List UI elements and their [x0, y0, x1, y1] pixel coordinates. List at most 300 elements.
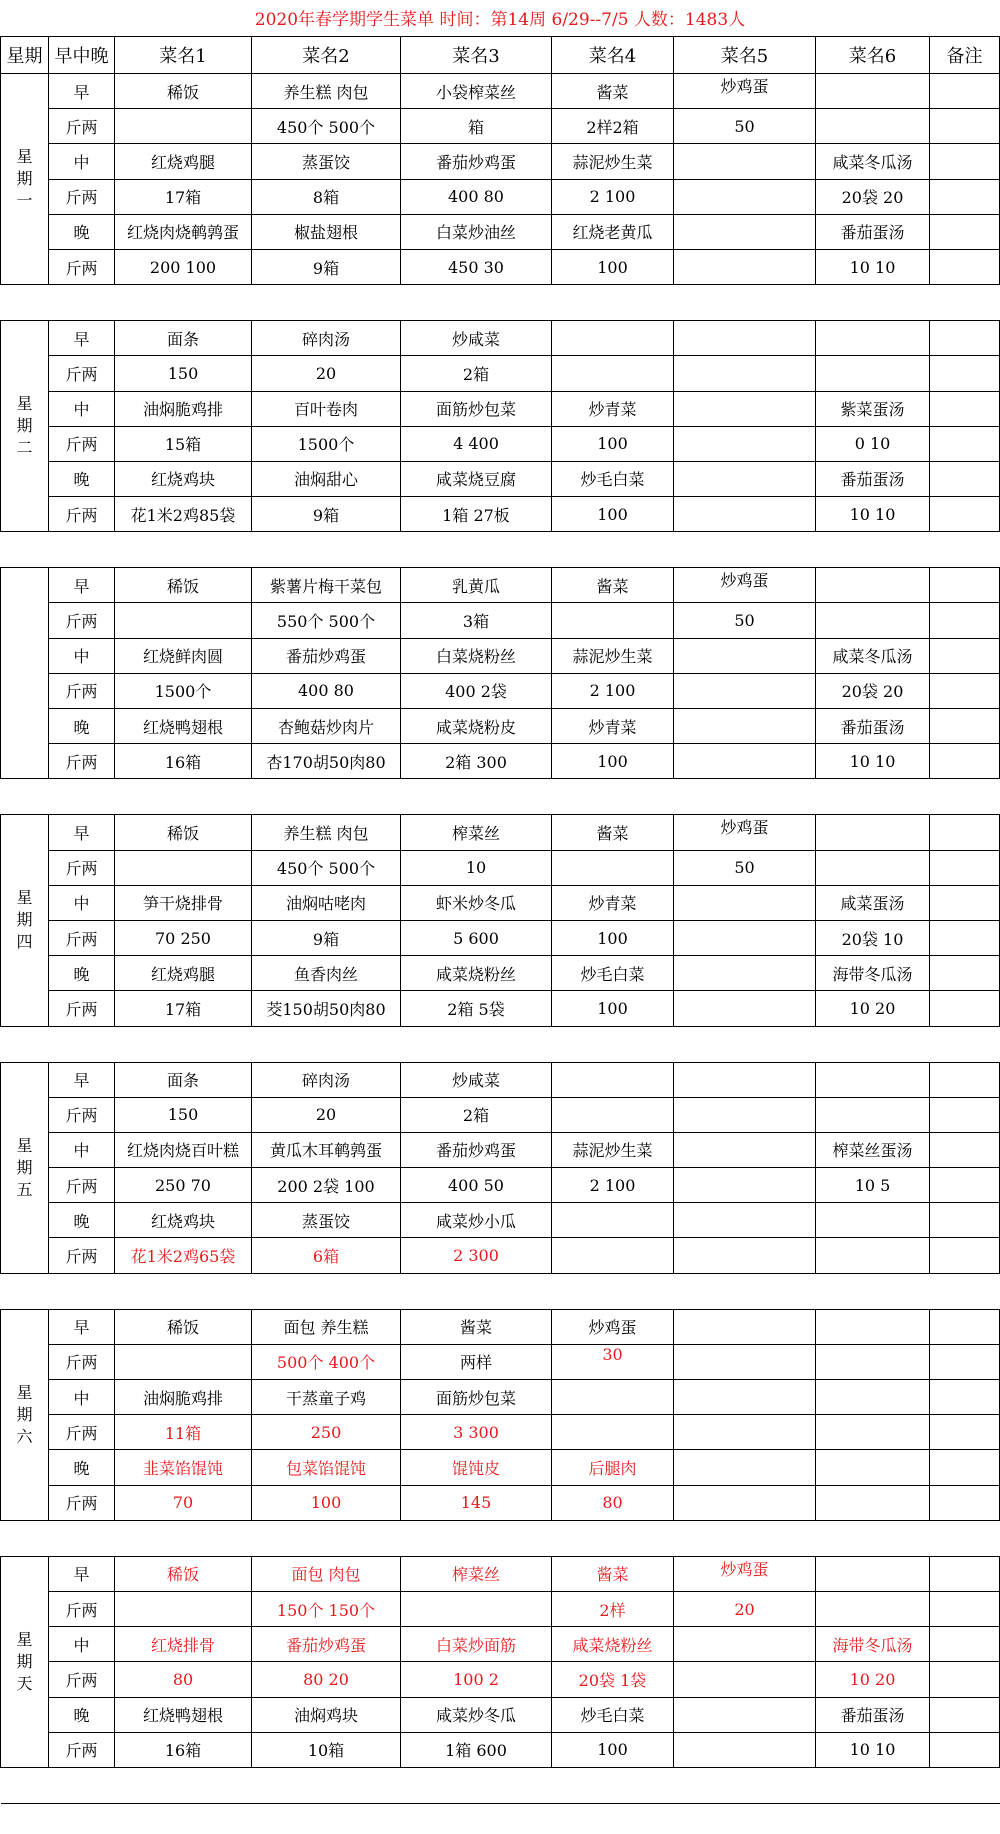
dish-cell: 100 — [552, 426, 674, 461]
meal-label: 晚 — [49, 1450, 115, 1485]
dish-cell: 3 300 — [401, 1415, 552, 1450]
notes-cell — [930, 426, 1000, 461]
dish-cell: 咸菜冬瓜汤 — [816, 144, 930, 179]
meal-label: 早 — [49, 321, 115, 356]
spacer-cell — [1, 1520, 1000, 1556]
dish-cell: 2箱 — [401, 1097, 552, 1132]
dish-cell: 16箱 — [115, 744, 252, 779]
dish-cell: 炒鸡蛋 — [674, 1556, 816, 1591]
dish-cell: 榨菜丝 — [401, 815, 552, 850]
table-row — [1, 1591, 1000, 1626]
dish-cell: 稀饭 — [115, 1309, 252, 1344]
header-dish-4: 菜名4 — [552, 37, 674, 74]
dish-cell — [552, 1097, 674, 1132]
dish-cell — [816, 1062, 930, 1097]
header-dish-6: 菜名6 — [816, 37, 930, 74]
dish-cell — [552, 1238, 674, 1273]
table-row — [1, 1556, 1000, 1591]
dish-cell: 酱菜 — [552, 815, 674, 850]
table-row — [1, 1450, 1000, 1485]
dish-cell: 70 250 — [115, 920, 252, 955]
dish-cell: 80 — [115, 1662, 252, 1697]
notes-cell — [930, 673, 1000, 708]
dish-cell — [816, 850, 930, 885]
spacer-row — [1, 1026, 1000, 1062]
meal-label: 晚 — [49, 956, 115, 991]
dish-cell — [552, 321, 674, 356]
dish-cell: 2 300 — [401, 1238, 552, 1273]
dish-cell: 红烧排骨 — [115, 1627, 252, 1662]
notes-cell — [930, 850, 1000, 885]
dish-cell: 6箱 — [252, 1238, 401, 1273]
dish-cell: 碎肉汤 — [252, 1062, 401, 1097]
dish-cell: 油焖甜心 — [252, 461, 401, 496]
dish-cell: 5 600 — [401, 920, 552, 955]
dish-cell: 后腿肉 — [552, 1450, 674, 1485]
dish-cell — [674, 497, 816, 532]
table-row — [1, 638, 1000, 673]
table-row — [1, 956, 1000, 991]
dish-cell: 乳黄瓜 — [401, 568, 552, 603]
dish-cell: 100 2 — [401, 1662, 552, 1697]
dish-cell: 450 30 — [401, 249, 552, 284]
dish-cell — [816, 1097, 930, 1132]
meal-label: 早 — [49, 1309, 115, 1344]
dish-cell: 稀饭 — [115, 815, 252, 850]
dish-cell — [674, 1380, 816, 1415]
dish-cell: 咸菜烧粉丝 — [552, 1627, 674, 1662]
dish-cell — [674, 1662, 816, 1697]
table-row — [1, 991, 1000, 1026]
dish-cell: 1箱 600 — [401, 1732, 552, 1767]
meal-label: 晚 — [49, 1203, 115, 1238]
dish-cell — [115, 603, 252, 638]
table-row — [1, 144, 1000, 179]
dish-cell: 杏170胡50肉80 — [252, 744, 401, 779]
spacer-row — [1, 1767, 1000, 1803]
dish-cell: 养生糕 肉包 — [252, 815, 401, 850]
dish-cell: 红烧肉烧鹌鹑蛋 — [115, 214, 252, 249]
dish-cell: 番茄蛋汤 — [816, 1697, 930, 1732]
dish-cell: 紫薯片梅干菜包 — [252, 568, 401, 603]
dish-cell: 2样 — [552, 1591, 674, 1626]
dish-cell — [674, 144, 816, 179]
meal-label: 斤两 — [49, 1591, 115, 1626]
dish-cell — [674, 1132, 816, 1167]
meal-label: 早 — [49, 815, 115, 850]
dish-cell: 炒青菜 — [552, 885, 674, 920]
table-row — [1, 709, 1000, 744]
dish-cell: 白菜炒油丝 — [401, 214, 552, 249]
day-label — [1, 568, 49, 779]
dish-cell: 1500个 — [115, 673, 252, 708]
dish-cell — [816, 1415, 930, 1450]
dish-cell — [674, 1627, 816, 1662]
notes-cell — [930, 638, 1000, 673]
meal-label: 中 — [49, 391, 115, 426]
dish-cell — [674, 1309, 816, 1344]
dish-cell: 400 50 — [401, 1168, 552, 1203]
dish-cell: 蒸蛋饺 — [252, 144, 401, 179]
notes-cell — [930, 568, 1000, 603]
meal-label: 中 — [49, 638, 115, 673]
table-row — [1, 461, 1000, 496]
dish-cell: 小袋榨菜丝 — [401, 74, 552, 109]
dish-cell: 200 100 — [115, 249, 252, 284]
dish-cell: 炒青菜 — [552, 391, 674, 426]
table-row — [1, 744, 1000, 779]
dish-cell — [816, 74, 930, 109]
table-row — [1, 179, 1000, 214]
dish-cell: 50 — [674, 850, 816, 885]
table-row — [1, 426, 1000, 461]
table-row — [1, 1380, 1000, 1415]
dish-cell: 10 — [401, 850, 552, 885]
notes-cell — [930, 991, 1000, 1026]
dish-cell: 150 — [115, 1097, 252, 1132]
dish-cell: 紫菜蛋汤 — [816, 391, 930, 426]
table-row — [1, 1485, 1000, 1520]
table-row — [1, 497, 1000, 532]
table-row — [1, 603, 1000, 638]
dish-cell: 面条 — [115, 321, 252, 356]
notes-cell — [930, 1415, 1000, 1450]
dish-cell: 2箱 300 — [401, 744, 552, 779]
dish-cell: 虾米炒冬瓜 — [401, 885, 552, 920]
meal-label: 晚 — [49, 709, 115, 744]
dish-cell: 2 100 — [552, 179, 674, 214]
dish-cell — [816, 815, 930, 850]
notes-cell — [930, 1132, 1000, 1167]
notes-cell — [930, 1380, 1000, 1415]
table-row — [1, 1132, 1000, 1167]
notes-cell — [930, 74, 1000, 109]
header-row — [1, 37, 1000, 74]
notes-cell — [930, 391, 1000, 426]
dish-cell — [674, 1697, 816, 1732]
table-row — [1, 673, 1000, 708]
dish-cell: 3箱 — [401, 603, 552, 638]
spacer-row — [1, 532, 1000, 568]
dish-cell — [816, 568, 930, 603]
dish-cell: 10 10 — [816, 1732, 930, 1767]
dish-cell — [816, 1344, 930, 1379]
dish-cell — [674, 461, 816, 496]
dish-cell: 榨菜丝蛋汤 — [816, 1132, 930, 1167]
dish-cell: 红烧鸭翅根 — [115, 709, 252, 744]
dish-cell — [552, 1203, 674, 1238]
spacer-row — [1, 1520, 1000, 1556]
dish-cell: 80 20 — [252, 1662, 401, 1697]
dish-cell — [552, 603, 674, 638]
dish-cell: 炒毛白菜 — [552, 956, 674, 991]
notes-cell — [930, 1662, 1000, 1697]
spacer-cell — [1, 285, 1000, 321]
dish-cell: 咸菜炒小瓜 — [401, 1203, 552, 1238]
dish-cell — [552, 1380, 674, 1415]
meal-label: 斤两 — [49, 1238, 115, 1273]
table-row — [1, 356, 1000, 391]
dish-cell: 两样 — [401, 1344, 552, 1379]
meal-label: 斤两 — [49, 603, 115, 638]
dish-cell — [816, 1556, 930, 1591]
table-row — [1, 850, 1000, 885]
dish-cell: 红烧老黄瓜 — [552, 214, 674, 249]
dish-cell — [401, 1591, 552, 1626]
dish-cell — [816, 603, 930, 638]
dish-cell: 红烧鸡腿 — [115, 956, 252, 991]
table-row — [1, 1662, 1000, 1697]
table-row — [1, 249, 1000, 284]
meal-label: 斤两 — [49, 1662, 115, 1697]
table-row — [1, 885, 1000, 920]
table-row — [1, 568, 1000, 603]
dish-cell — [674, 321, 816, 356]
meal-label: 斤两 — [49, 850, 115, 885]
dish-cell: 150个 150个 — [252, 1591, 401, 1626]
spacer-cell — [1, 1273, 1000, 1309]
dish-cell: 稀饭 — [115, 74, 252, 109]
dish-cell — [816, 1309, 930, 1344]
dish-cell: 2 100 — [552, 673, 674, 708]
spacer-cell — [1, 1026, 1000, 1062]
dish-cell — [816, 109, 930, 144]
dish-cell: 20袋 1袋 — [552, 1662, 674, 1697]
day-label: 星 期 五 — [1, 1062, 49, 1273]
dish-cell: 番茄蛋汤 — [816, 214, 930, 249]
dish-cell: 咸菜烧粉丝 — [401, 956, 552, 991]
dish-cell: 红烧肉烧百叶糕 — [115, 1132, 252, 1167]
dish-cell: 550个 500个 — [252, 603, 401, 638]
dish-cell: 红烧鲜肉圆 — [115, 638, 252, 673]
dish-cell: 花1米2鸡65袋 — [115, 1238, 252, 1273]
meal-label: 中 — [49, 1627, 115, 1662]
dish-cell: 面条 — [115, 1062, 252, 1097]
dish-cell: 17箱 — [115, 179, 252, 214]
day-label: 星 期 六 — [1, 1309, 49, 1520]
dish-cell: 炒青菜 — [552, 709, 674, 744]
dish-cell: 1500个 — [252, 426, 401, 461]
dish-cell: 油焖咕咾肉 — [252, 885, 401, 920]
dish-cell: 养生糕 肉包 — [252, 74, 401, 109]
dish-cell: 30 — [552, 1344, 674, 1379]
dish-cell: 鱼香肉丝 — [252, 956, 401, 991]
table-row — [1, 74, 1000, 109]
dish-cell: 红烧鸡腿 — [115, 144, 252, 179]
dish-cell: 250 70 — [115, 1168, 252, 1203]
dish-cell — [816, 321, 930, 356]
dish-cell — [552, 850, 674, 885]
dish-cell: 馄饨皮 — [401, 1450, 552, 1485]
dish-cell — [674, 1344, 816, 1379]
table-row — [1, 109, 1000, 144]
header-dish-3: 菜名3 — [401, 37, 552, 74]
dish-cell: 70 — [115, 1485, 252, 1520]
dish-cell — [674, 1485, 816, 1520]
table-row — [1, 1309, 1000, 1344]
dish-cell — [674, 920, 816, 955]
dish-cell: 炒鸡蛋 — [674, 74, 816, 109]
meal-label: 中 — [49, 885, 115, 920]
meal-label: 斤两 — [49, 1168, 115, 1203]
dish-cell — [674, 673, 816, 708]
dish-cell: 80 — [552, 1485, 674, 1520]
meal-label: 早 — [49, 1556, 115, 1591]
dish-cell: 炒咸菜 — [401, 1062, 552, 1097]
notes-cell — [930, 356, 1000, 391]
dish-cell — [674, 1238, 816, 1273]
dish-cell: 咸菜蛋汤 — [816, 885, 930, 920]
meal-label: 早 — [49, 74, 115, 109]
meal-label: 斤两 — [49, 673, 115, 708]
dish-cell — [674, 638, 816, 673]
dish-cell: 咸菜炒冬瓜 — [401, 1697, 552, 1732]
notes-cell — [930, 885, 1000, 920]
notes-cell — [930, 1697, 1000, 1732]
dish-cell: 400 2袋 — [401, 673, 552, 708]
spacer-row — [1, 1273, 1000, 1309]
dish-cell: 16箱 — [115, 1732, 252, 1767]
dish-cell: 蒜泥炒生菜 — [552, 1132, 674, 1167]
header-notes: 备注 — [930, 37, 1000, 74]
dish-cell: 面筋炒包菜 — [401, 1380, 552, 1415]
dish-cell: 2箱 — [401, 356, 552, 391]
dish-cell: 100 — [252, 1485, 401, 1520]
dish-cell: 酱菜 — [552, 1556, 674, 1591]
dish-cell — [816, 1203, 930, 1238]
notes-cell — [930, 497, 1000, 532]
dish-cell — [674, 744, 816, 779]
meal-label: 斤两 — [49, 1344, 115, 1379]
dish-cell: 蒸蛋饺 — [252, 1203, 401, 1238]
dish-cell: 油焖脆鸡排 — [115, 1380, 252, 1415]
dish-cell — [115, 1591, 252, 1626]
table-row — [1, 1415, 1000, 1450]
dish-cell — [674, 214, 816, 249]
dish-cell — [674, 1062, 816, 1097]
dish-cell — [115, 109, 252, 144]
dish-cell: 稀饭 — [115, 568, 252, 603]
dish-cell: 番茄蛋汤 — [816, 709, 930, 744]
dish-cell — [552, 356, 674, 391]
dish-cell — [674, 1450, 816, 1485]
dish-cell: 椒盐翅根 — [252, 214, 401, 249]
dish-cell: 海带冬瓜汤 — [816, 1627, 930, 1662]
dish-cell — [674, 391, 816, 426]
dish-cell: 番茄炒鸡蛋 — [401, 144, 552, 179]
day-label: 星 期 天 — [1, 1556, 49, 1767]
dish-cell: 4 400 — [401, 426, 552, 461]
dish-cell: 韭菜馅馄饨 — [115, 1450, 252, 1485]
dish-cell: 10 20 — [816, 991, 930, 1026]
dish-cell: 咸菜烧粉皮 — [401, 709, 552, 744]
dish-cell: 10箱 — [252, 1732, 401, 1767]
notes-cell — [930, 956, 1000, 991]
dish-cell: 100 — [552, 497, 674, 532]
dish-cell — [816, 1238, 930, 1273]
dish-cell: 干蒸童子鸡 — [252, 1380, 401, 1415]
dish-cell: 炒鸡蛋 — [552, 1309, 674, 1344]
spacer-cell — [1, 1767, 1000, 1803]
dish-cell — [552, 1415, 674, 1450]
dish-cell: 蒜泥炒生菜 — [552, 144, 674, 179]
dish-cell: 20袋 20 — [816, 179, 930, 214]
dish-cell — [816, 1591, 930, 1626]
dish-cell: 花1米2鸡85袋 — [115, 497, 252, 532]
notes-cell — [930, 249, 1000, 284]
dish-cell: 面包 养生糕 — [252, 1309, 401, 1344]
dish-cell: 包菜馅馄饨 — [252, 1450, 401, 1485]
table-row — [1, 1203, 1000, 1238]
dish-cell: 茭150胡50肉80 — [252, 991, 401, 1026]
dish-cell: 100 — [552, 991, 674, 1026]
dish-cell: 11箱 — [115, 1415, 252, 1450]
dish-cell — [816, 1485, 930, 1520]
notes-cell — [930, 179, 1000, 214]
day-label: 星 期 二 — [1, 321, 49, 532]
notes-cell — [930, 920, 1000, 955]
dish-cell — [674, 709, 816, 744]
dish-cell: 20袋 10 — [816, 920, 930, 955]
header-dish-2: 菜名2 — [252, 37, 401, 74]
dish-cell: 炒咸菜 — [401, 321, 552, 356]
dish-cell: 红烧鸭翅根 — [115, 1697, 252, 1732]
dish-cell: 100 — [552, 249, 674, 284]
dish-cell: 炒鸡蛋 — [674, 815, 816, 850]
dish-cell: 红烧鸡块 — [115, 1203, 252, 1238]
dish-cell: 400 80 — [401, 179, 552, 214]
spacer-row — [1, 779, 1000, 815]
meal-label: 晚 — [49, 214, 115, 249]
table-row — [1, 1697, 1000, 1732]
notes-cell — [930, 815, 1000, 850]
dish-cell — [674, 426, 816, 461]
dish-cell — [552, 1062, 674, 1097]
dish-cell — [674, 356, 816, 391]
notes-cell — [930, 1062, 1000, 1097]
dish-cell: 15箱 — [115, 426, 252, 461]
dish-cell: 箱 — [401, 109, 552, 144]
meal-label: 斤两 — [49, 920, 115, 955]
table-row — [1, 815, 1000, 850]
spacer-cell — [1, 532, 1000, 568]
meal-label: 斤两 — [49, 426, 115, 461]
dish-cell — [674, 956, 816, 991]
dish-cell: 20 — [252, 1097, 401, 1132]
dish-cell: 400 80 — [252, 673, 401, 708]
dish-cell — [816, 1450, 930, 1485]
notes-cell — [930, 1485, 1000, 1520]
meal-label: 斤两 — [49, 744, 115, 779]
meal-label: 斤两 — [49, 1485, 115, 1520]
notes-cell — [930, 1627, 1000, 1662]
table-row — [1, 1097, 1000, 1132]
dish-cell: 100 — [552, 920, 674, 955]
dish-cell — [115, 1344, 252, 1379]
dish-cell: 白菜烧粉丝 — [401, 638, 552, 673]
meal-label: 斤两 — [49, 249, 115, 284]
spacer-cell — [1, 779, 1000, 815]
meal-label: 斤两 — [49, 356, 115, 391]
notes-cell — [930, 744, 1000, 779]
dish-cell — [674, 1203, 816, 1238]
dish-cell: 20 — [674, 1591, 816, 1626]
dish-cell — [674, 1168, 816, 1203]
dish-cell: 150 — [115, 356, 252, 391]
dish-cell: 番茄炒鸡蛋 — [252, 638, 401, 673]
dish-cell: 10 10 — [816, 249, 930, 284]
dish-cell: 海带冬瓜汤 — [816, 956, 930, 991]
